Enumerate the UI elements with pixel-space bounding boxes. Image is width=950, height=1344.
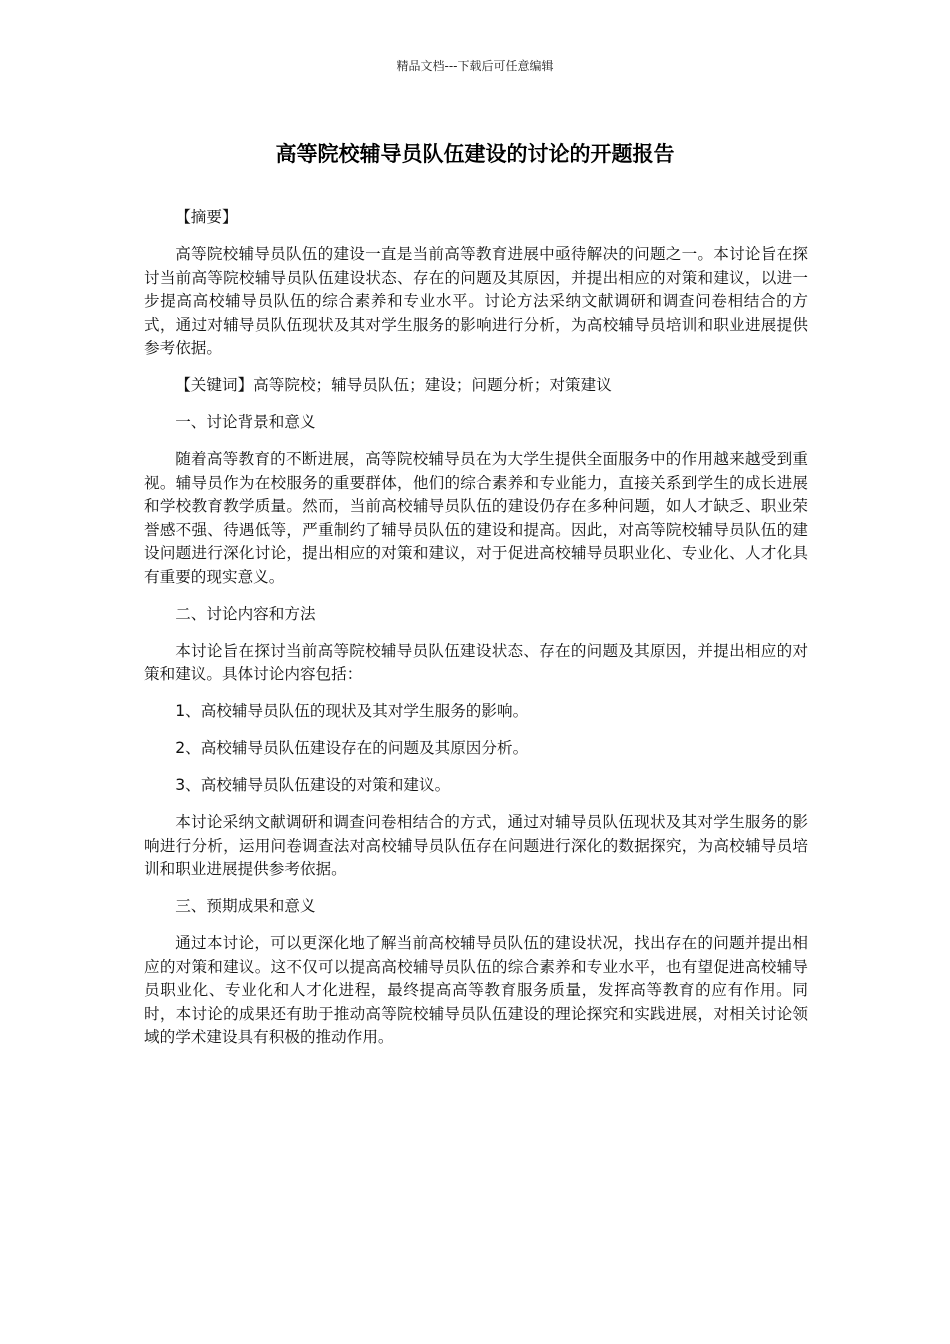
method-paragraph: 本讨论采纳文献调研和调查问卷相结合的方式，通过对辅导员队伍现状及其对学生服务的影响进行分析，运用问卷调查法对高校辅导员队伍存在问题进行深化的数据探究，为高校辅导员培训和职业进展提供参考依据。 xyxy=(144,813,808,878)
section-heading-outcomes: 三、预期成果和意义 xyxy=(175,897,316,915)
abstract-paragraph: 高等院校辅导员队伍的建设一直是当前高等教育进展中亟待解决的问题之一。本讨论旨在探讨当前高等院校辅导员队伍建设状态、存在的问题及其原因，并提出相应的对策和建议，以进一步提高高校辅导员队伍的综合素养和专业水平。讨论方法采纳文献调研和调查问卷相结合的方式，通过对辅导员队伍现状及其对学生服务的影响进行分析，为高校辅导员培训和职业进展提供参考依据。 xyxy=(144,245,808,357)
content-item-2: 2、高校辅导员队伍建设存在的问题及其原因分析。 xyxy=(175,739,529,757)
document-body xyxy=(144,206,808,1063)
background-paragraph: 随着高等教育的不断进展，高等院校辅导员在为大学生提供全面服务中的作用越来越受到重视。辅导员作为在校服务的重要群体，他们的综合素养和专业能力，直接关系到学生的成长进展和学校教育教学质量。然而，当前高校辅导员队伍的建设仍存在多种问题，如人才缺乏、职业荣誉感不强、待遇低等，严重制约了辅导员队伍的建设和提高。因此，对高等院校辅导员队伍的建设问题进行深化讨论，提出相应的对策和建议，对于促进高校辅导员职业化、专业化、人才化具有重要的现实意义。 xyxy=(144,450,808,586)
content-intro-paragraph: 本讨论旨在探讨当前高等院校辅导员队伍建设状态、存在的问题及其原因，并提出相应的对策和建议。具体讨论内容包括： xyxy=(144,641,808,683)
content-item-1: 1、高校辅导员队伍的现状及其对学生服务的影响。 xyxy=(175,702,529,720)
document-title: 高等院校辅导员队伍建设的讨论的开题报告 xyxy=(275,142,675,166)
section-heading-content-method: 二、讨论内容和方法 xyxy=(175,604,316,623)
section-heading-background: 一、讨论背景和意义 xyxy=(175,413,316,431)
header-note: 精品文档---下载后可任意编辑 xyxy=(396,59,554,73)
outcomes-paragraph: 通过本讨论，可以更深化地了解当前高校辅导员队伍的建设状况，找出存在的问题并提出相应的对策和建议。这不仅可以提高高校辅导员队伍的综合素养和专业水平，也有望促进高校辅导员职业化、专业化和人才化进程，最终提高高等教育服务质量，发挥高等教育的应有作用。同时，本讨论的成果还有助于推动高等院校辅导员队伍建设的理论探究和实践进展，对相关讨论领域的学术建设具有积极的推动作用。 xyxy=(144,934,808,1046)
keywords-line: 【关键词】高等院校；辅导员队伍；建设；问题分析；对策建议 xyxy=(175,376,612,394)
content-item-3: 3、高校辅导员队伍建设的对策和建议。 xyxy=(175,776,451,794)
abstract-heading: 【摘要】 xyxy=(175,208,238,226)
